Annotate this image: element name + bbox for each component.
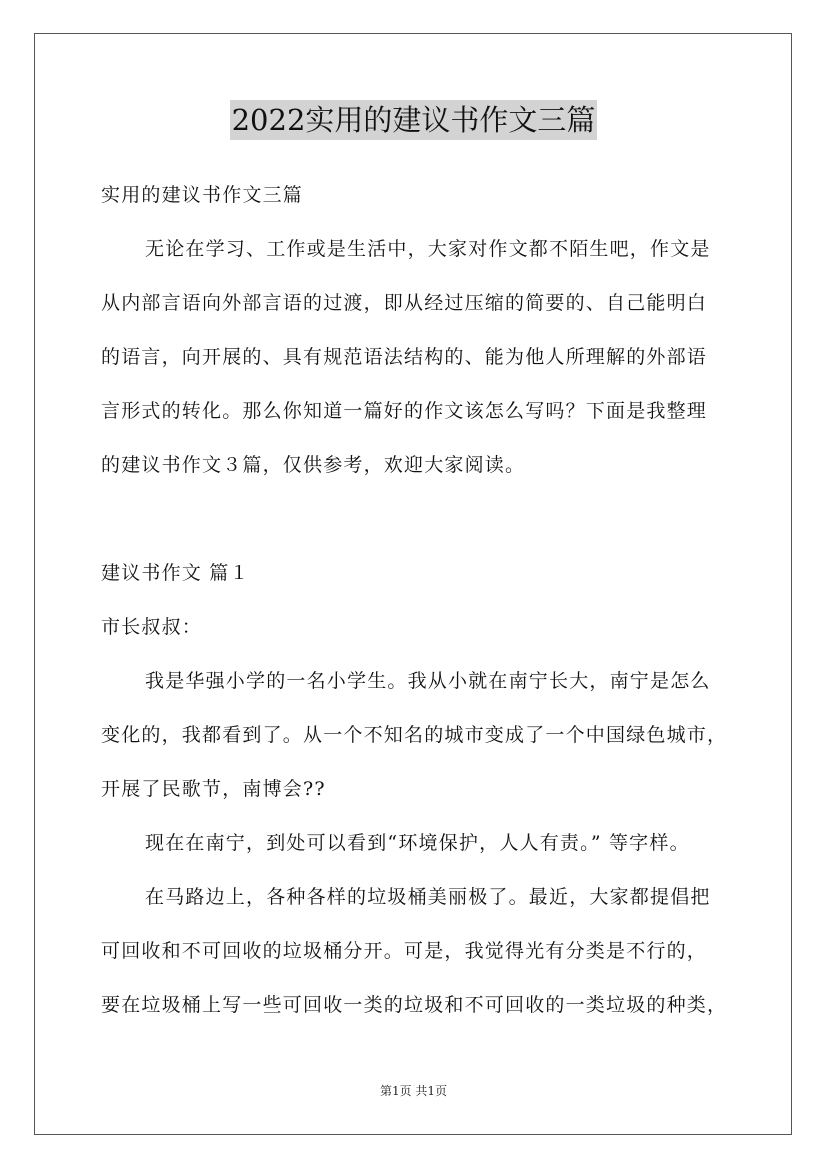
intro-line: 的语言，向开展的、具有规范语法结构的、能为他人所理解的外部语	[101, 346, 708, 368]
body-line: 变化的，我都看到了。从一个不知名的城市变成了一个中国绿色城市，	[101, 724, 728, 746]
salutation: 市长叔叔：	[101, 616, 203, 638]
body-line: 开展了民歌节，南博会??	[101, 778, 326, 800]
intro-line: 言形式的转化。那么你知道一篇好的作文该怎么写吗？下面是我整理	[101, 400, 708, 422]
body-line: 在马路边上，各种各样的垃圾桶美丽极了。最近，大家都提倡把	[145, 886, 711, 908]
intro-line: 的建议书作文３篇，仅供参考，欢迎大家阅读。	[101, 454, 526, 476]
document-title: 2022实用的建议书作文三篇	[230, 100, 598, 140]
section-heading: 建议书作文 篇１	[101, 562, 250, 584]
body-line: 要在垃圾桶上写一些可回收一类的垃圾和不可回收的一类垃圾的种类，	[101, 994, 728, 1016]
intro-line: 无论在学习、工作或是生活中，大家对作文都不陌生吧，作文是	[145, 238, 711, 260]
body-line: 现在在南宁，到处可以看到“环境保护，人人有责。” 等字样。	[145, 832, 690, 854]
body-line: 可回收和不可回收的垃圾桶分开。可是，我觉得光有分类是不行的，	[101, 940, 708, 962]
title-container	[0, 100, 827, 140]
subtitle: 实用的建议书作文三篇	[101, 184, 304, 206]
page-footer: 第1页 共1页	[379, 1084, 448, 1098]
body-line: 我是华强小学的一名小学生。我从小就在南宁长大，南宁是怎么	[145, 670, 711, 692]
intro-line: 从内部言语向外部言语的过渡，即从经过压缩的简要的、自己能明白	[101, 292, 708, 314]
